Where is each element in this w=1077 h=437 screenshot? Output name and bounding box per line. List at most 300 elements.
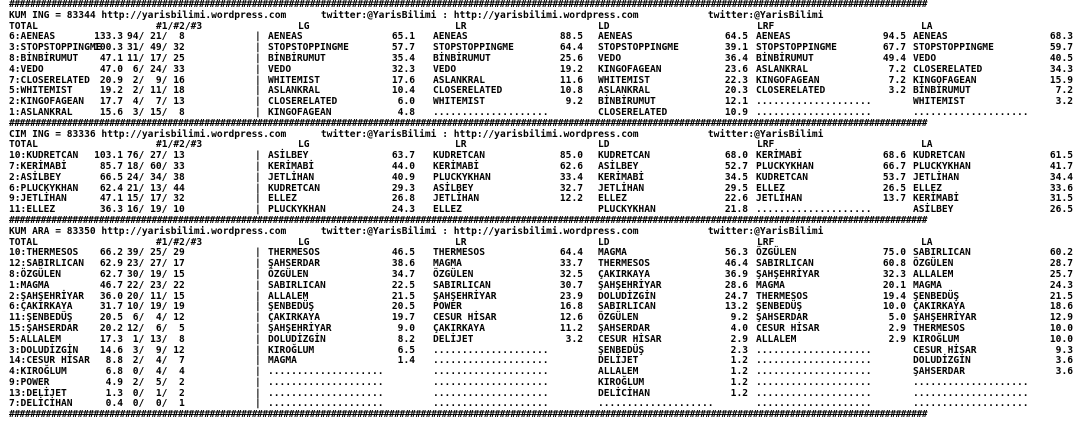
la-score: 33.6 [1049, 182, 1073, 194]
table-row [0, 281, 1077, 292]
ld-horse: ASİLBEY [598, 160, 639, 172]
lrf-score: 53.7 [882, 171, 906, 183]
total-score: 20.9 [99, 74, 123, 86]
column-divider: | [255, 290, 261, 302]
lrf-horse: .................... [756, 204, 872, 216]
lg-horse: CLOSERELATED [268, 96, 338, 108]
ld-score: 56.3 [724, 247, 748, 259]
placement-counts: 16/ 19/ 10 [127, 204, 185, 216]
lg-score: 6.5 [397, 344, 415, 356]
lrf-horse: KERİMABİ [756, 150, 803, 162]
total-score: 36.0 [99, 290, 123, 302]
lg-score: 26.8 [391, 193, 415, 205]
column-divider: | [255, 204, 261, 216]
horse-name: 9:POWER [9, 376, 50, 388]
lr-score: 11.6 [559, 74, 583, 86]
horse-name: 7:CLOSERELATED [9, 74, 90, 86]
lrf-horse: PLUCKYKHAN [756, 160, 814, 172]
lrf-score: 19.4 [882, 290, 906, 302]
table-row [0, 205, 1077, 216]
lr-score: 30.7 [559, 279, 583, 291]
lg-horse: SABIRLICAN [268, 279, 326, 291]
lrf-score: 20.1 [882, 279, 906, 291]
col-header-la: LA [921, 20, 933, 32]
lr-horse: SABIRLICAN [433, 279, 491, 291]
table-row [0, 108, 1077, 119]
total-score: 47.1 [99, 52, 123, 64]
total-score: 8.8 [105, 355, 123, 367]
lrf-score: 13.7 [882, 193, 906, 205]
col-header-nums: #1/#2/#3 [156, 139, 203, 151]
la-horse: .................... [913, 106, 1029, 118]
lg-score: 22.5 [391, 279, 415, 291]
lr-horse: BİNBİRUMUT [433, 52, 491, 64]
column-divider: | [255, 258, 261, 270]
total-score: 62.4 [99, 182, 123, 194]
column-divider: | [255, 85, 261, 97]
lrf-horse: BİNBİRUMUT [756, 52, 814, 64]
la-score: 31.5 [1049, 193, 1073, 205]
table-row [0, 173, 1077, 184]
col-header-ld: LD [598, 139, 610, 151]
column-divider: | [255, 366, 261, 378]
la-horse: KIROĞLUM [913, 333, 960, 345]
lr-horse: .................... [433, 106, 549, 118]
lrf-horse: JETLİHAN [756, 193, 803, 205]
total-score: 133.3 [94, 31, 123, 43]
lg-horse: KINGOFAGEAN [268, 106, 332, 118]
ld-horse: KINGOFAGEAN [598, 63, 662, 75]
total-score: 103.1 [94, 150, 123, 162]
ld-horse: JETLİHAN [598, 182, 645, 194]
separator-line: ############################################################################################################################################################################## [9, 410, 928, 421]
ld-score: 36.9 [724, 268, 748, 280]
total-score: 6.8 [105, 366, 123, 378]
col-header-lr: LR [455, 236, 467, 248]
placement-counts: 15/ 17/ 32 [127, 193, 185, 205]
lr-horse: .................... [433, 355, 549, 367]
horse-name: 3:DOLUDİZGİN [9, 344, 79, 356]
separator-line: ############################################################################################################################################################################## [9, 118, 928, 129]
lrf-score: 60.8 [882, 258, 906, 270]
lr-horse: .................... [433, 344, 549, 356]
placement-counts: 2/ 9/ 16 [127, 74, 185, 86]
column-divider: | [255, 106, 261, 118]
lrf-horse: MAGMA [756, 279, 785, 291]
lr-score: 33.4 [559, 171, 583, 183]
lg-horse: .................... [268, 366, 384, 378]
lr-horse: DELİJET [433, 333, 474, 345]
lr-horse: STOPSTOPPINGME [433, 42, 514, 54]
column-divider: | [255, 52, 261, 64]
total-score: 20.2 [99, 322, 123, 334]
lrf-horse: .................... [756, 366, 872, 378]
placement-counts: 31/ 49/ 32 [127, 42, 185, 54]
table-row [0, 335, 1077, 346]
total-score: 47.1 [99, 193, 123, 205]
lg-score: 44.0 [391, 160, 415, 172]
lrf-horse: ŞAHSERDAR [756, 312, 808, 324]
ld-score: 64.5 [724, 31, 748, 43]
lr-horse: VEDO [433, 63, 457, 75]
horse-name: 6:ÇAKIRKAYA [9, 301, 73, 313]
horse-name: 5:ALLALEM [9, 333, 61, 345]
lr-horse: WHITEMIST [433, 96, 485, 108]
col-header-nums: #1/#2/#3 [156, 20, 203, 32]
ld-score: 1.2 [730, 376, 748, 388]
placement-counts: 22/ 23/ 22 [127, 279, 185, 291]
lg-horse: AENEAS [268, 31, 303, 43]
column-divider: | [255, 355, 261, 367]
la-horse: KUDRETCAN [913, 150, 965, 162]
placement-counts: 21/ 13/ 44 [127, 182, 185, 194]
lr-horse: MAGMA [433, 258, 462, 270]
lr-horse: KERİMABİ [433, 160, 480, 172]
column-divider: | [255, 74, 261, 86]
lg-score: 63.7 [391, 150, 415, 162]
lrf-score: 67.7 [882, 42, 906, 54]
lrf-score: 75.0 [882, 247, 906, 259]
column-divider: | [255, 279, 261, 291]
lg-score: 6.0 [397, 96, 415, 108]
ld-score: 12.1 [724, 96, 748, 108]
placement-counts: 4/ 7/ 13 [127, 96, 185, 108]
lr-horse: CLOSERELATED [433, 85, 503, 97]
ld-score: 34.5 [724, 171, 748, 183]
lg-horse: VEDO [268, 63, 292, 75]
column-divider: | [255, 96, 261, 108]
total-score: 36.3 [99, 204, 123, 216]
total-score: 85.7 [99, 160, 123, 172]
lrf-horse: SABIRLICAN [756, 258, 814, 270]
placement-counts: 2/ 5/ 2 [127, 376, 185, 388]
la-horse: KINGOFAGEAN [913, 74, 977, 86]
lr-horse: AENEAS [433, 31, 468, 43]
lg-score: 19.7 [391, 312, 415, 324]
column-divider: | [255, 42, 261, 54]
la-score: 40.5 [1049, 52, 1073, 64]
la-horse: THERMESOS [913, 322, 965, 334]
total-score: 4.9 [105, 376, 123, 388]
lg-horse: ŞAHSERDAR [268, 258, 320, 270]
lg-horse: ŞENBEDÜŞ [268, 301, 315, 313]
lrf-score: 3.2 [888, 85, 906, 97]
la-score: 24.3 [1049, 279, 1073, 291]
la-score: 12.9 [1049, 312, 1073, 324]
column-divider: | [255, 193, 261, 205]
total-score: 20.5 [99, 312, 123, 324]
lr-score: 88.5 [559, 31, 583, 43]
la-score: 21.5 [1049, 290, 1073, 302]
lr-score: 3.2 [565, 333, 583, 345]
column-divider: | [255, 31, 261, 43]
lr-horse: ELLEZ [433, 204, 462, 216]
lg-score: 38.6 [391, 258, 415, 270]
total-score: 17.7 [99, 96, 123, 108]
lg-horse: STOPSTOPPINGME [268, 42, 349, 54]
la-score: 18.6 [1049, 301, 1073, 313]
horse-name: 4:VEDO [9, 63, 44, 75]
la-score: 34.4 [1049, 171, 1073, 183]
ld-score: 2.9 [730, 333, 748, 345]
lg-horse: ASLANKRAL [268, 85, 320, 97]
lg-score: 17.6 [391, 74, 415, 86]
la-horse: ŞENBEDÜŞ [913, 290, 960, 302]
la-horse: PLUCKYKHAN [913, 160, 971, 172]
lg-horse: THERMESOS [268, 247, 320, 259]
placement-counts: 0/ 1/ 2 [127, 387, 185, 399]
lr-score: 23.9 [559, 290, 583, 302]
lrf-horse: KUDRETCAN [756, 171, 808, 183]
lg-score: 21.5 [391, 290, 415, 302]
ld-score: 13.2 [724, 301, 748, 313]
col-header-la: LA [921, 139, 933, 151]
lr-horse: ŞAHŞEHRİYAR [433, 290, 497, 302]
lg-score: 40.9 [391, 171, 415, 183]
ld-score: 28.6 [724, 279, 748, 291]
col-header-lrf: LRF [757, 139, 775, 151]
block-header [0, 11, 1077, 22]
la-horse: MAGMA [913, 279, 942, 291]
ld-score: 4.0 [730, 322, 748, 334]
ld-score: 24.7 [724, 290, 748, 302]
column-divider: | [255, 301, 261, 313]
lg-score: 9.0 [397, 322, 415, 334]
ld-score: 68.0 [724, 150, 748, 162]
lr-horse: .................... [433, 366, 549, 378]
table-row [0, 65, 1077, 76]
lrf-score: 94.5 [882, 31, 906, 43]
la-score: 10.0 [1049, 322, 1073, 334]
lrf-horse: ŞAHŞEHRİYAR [756, 268, 820, 280]
col-header-la: LA [921, 236, 933, 248]
col-header-ld: LD [598, 20, 610, 32]
column-divider: | [255, 387, 261, 399]
column-divider: | [255, 376, 261, 388]
placement-counts: 3/ 9/ 12 [127, 344, 185, 356]
column-divider: | [255, 182, 261, 194]
ld-horse: ASLANKRAL [598, 85, 650, 97]
ld-horse: ŞENBEDÜŞ [598, 344, 645, 356]
lg-score: 46.5 [391, 247, 415, 259]
lr-score: 16.8 [559, 301, 583, 313]
lrf-score: 66.7 [882, 160, 906, 172]
lr-horse: ÇAKIRKAYA [433, 322, 485, 334]
lrf-horse: CESUR HİSAR [756, 322, 820, 334]
ld-horse: ŞAHŞEHRİYAR [598, 279, 662, 291]
ld-score: 2.3 [730, 344, 748, 356]
lr-horse: CESUR HİSAR [433, 312, 497, 324]
lrf-horse: KINGOFAGEAN [756, 74, 820, 86]
total-score: 31.7 [99, 301, 123, 313]
la-horse: STOPSTOPPINGME [913, 42, 994, 54]
total-score: 62.9 [99, 258, 123, 270]
lr-horse: ÖZGÜLEN [433, 268, 474, 280]
block-header-text: KUM ARA = 83350 http://yarisbilimi.wordpress.com twitter:@YarisBilimi : http://yarisbilimi.wordpress.com twitter:@YarisBilimi [9, 225, 824, 237]
lg-score: 1.4 [397, 355, 415, 367]
column-divider: | [255, 322, 261, 334]
lg-horse: .................... [268, 398, 384, 410]
ld-horse: CLOSERELATED [598, 106, 668, 118]
total-score: 100.3 [94, 42, 123, 54]
la-score: 3.6 [1055, 355, 1073, 367]
la-score: 68.3 [1049, 31, 1073, 43]
placement-counts: 20/ 11/ 15 [127, 290, 185, 302]
lg-horse: JETLİHAN [268, 171, 315, 183]
horse-name: 2:KINGOFAGEAN [9, 96, 85, 108]
placement-counts: 24/ 34/ 38 [127, 171, 185, 183]
horse-name: 7:DELİCİHAN [9, 398, 73, 410]
total-score: 17.3 [99, 333, 123, 345]
lrf-horse: CLOSERELATED [756, 85, 826, 97]
la-horse: VEDO [913, 52, 937, 64]
lg-horse: KERİMABİ [268, 160, 315, 172]
lrf-horse: .................... [756, 96, 872, 108]
la-score: 10.0 [1049, 333, 1073, 345]
lrf-horse: ASLANKRAL [756, 63, 808, 75]
lr-score: 11.2 [559, 322, 583, 334]
lrf-score: 5.0 [888, 312, 906, 324]
lr-horse: POWER [433, 301, 462, 313]
la-horse: WHITEMIST [913, 96, 965, 108]
horse-name: 9:JETLİHAN [9, 193, 67, 205]
la-horse: AENEAS [913, 31, 948, 43]
ld-score: 1.2 [730, 387, 748, 399]
lr-horse: KUDRETCAN [433, 150, 485, 162]
column-divider: | [255, 398, 261, 410]
block-header-text: CIM ING = 83336 http://yarisbilimi.wordpress.com twitter:@YarisBilimi : http://yarisbilimi.wordpress.com twitter:@YarisBilimi [9, 128, 824, 140]
column-divider: | [255, 344, 261, 356]
total-score: 66.2 [99, 247, 123, 259]
horse-name: 3:STOPSTOPPINGME [9, 42, 102, 54]
ld-horse: ŞAHSERDAR [598, 322, 650, 334]
lg-score: 32.3 [391, 63, 415, 75]
ld-horse: KUDRETCAN [598, 150, 650, 162]
lg-horse: DOLUDİZGİN [268, 333, 326, 345]
lr-score: 10.8 [559, 85, 583, 97]
ld-score: 9.2 [730, 312, 748, 324]
lg-score: 35.4 [391, 52, 415, 64]
placement-counts: 2/ 4/ 7 [127, 355, 185, 367]
la-score: 3.6 [1055, 366, 1073, 378]
la-score: 59.7 [1049, 42, 1073, 54]
lrf-score: 26.5 [882, 182, 906, 194]
ld-horse: WHITEMIST [598, 74, 650, 86]
ld-score: 36.4 [724, 52, 748, 64]
lrf-horse: ŞENBEDÜŞ [756, 301, 803, 313]
separator-line: ############################################################################################################################################################################## [9, 0, 928, 10]
total-score: 66.5 [99, 171, 123, 183]
lg-score: 20.5 [391, 301, 415, 313]
ld-horse: ELLEZ [598, 193, 627, 205]
ld-horse: KERİMABİ [598, 171, 645, 183]
lg-score: 34.7 [391, 268, 415, 280]
horse-name: 13:DELİJET [9, 387, 67, 399]
ld-score: 52.7 [724, 160, 748, 172]
ld-horse: DELİCİHAN [598, 387, 650, 399]
horse-name: 5:WHITEMIST [9, 85, 73, 97]
placement-counts: 11/ 17/ 25 [127, 52, 185, 64]
la-horse: JETLİHAN [913, 171, 960, 183]
placement-counts: 6/ 24/ 33 [127, 63, 185, 75]
horse-name: 10:KUDRETCAN [9, 150, 79, 162]
lrf-horse: ÖZGÜLEN [756, 247, 797, 259]
lg-horse: MAGMA [268, 355, 297, 367]
lr-score: 25.6 [559, 52, 583, 64]
ld-horse: SABIRLICAN [598, 301, 656, 313]
lg-horse: ÇAKIRKAYA [268, 312, 320, 324]
lr-score: 85.0 [559, 150, 583, 162]
ld-score: 20.3 [724, 85, 748, 97]
ld-score: 29.5 [724, 182, 748, 194]
ld-score: 22.3 [724, 74, 748, 86]
block-header-text: KUM ING = 83344 http://yarisbilimi.wordpress.com twitter:@YarisBilimi : http://yarisbilimi.wordpress.com twitter:@YarisBilimi [9, 9, 824, 21]
lr-horse: ASİLBEY [433, 182, 474, 194]
la-horse: CESUR HİSAR [913, 344, 977, 356]
la-horse: SABIRLICAN [913, 247, 971, 259]
lrf-horse: THERMESOS [756, 290, 808, 302]
horse-name: 12:SABIRLICAN [9, 258, 85, 270]
lg-horse: ASİLBEY [268, 150, 309, 162]
lg-score: 8.2 [397, 333, 415, 345]
lg-horse: ÖZGÜLEN [268, 268, 309, 280]
ld-score: 21.8 [724, 204, 748, 216]
column-divider: | [255, 312, 261, 324]
lr-horse: JETLİHAN [433, 193, 480, 205]
la-horse: .................... [913, 387, 1029, 399]
lg-horse: KIROĞLUM [268, 344, 315, 356]
column-divider: | [255, 171, 261, 183]
lg-score: 10.4 [391, 85, 415, 97]
ld-horse: ÖZGÜLEN [598, 312, 639, 324]
la-horse: CLOSERELATED [913, 63, 983, 75]
column-divider: | [255, 160, 261, 172]
table-row [0, 399, 1077, 410]
la-horse: ASİLBEY [913, 204, 954, 216]
placement-counts: 30/ 19/ 15 [127, 268, 185, 280]
lrf-score: 7.2 [888, 63, 906, 75]
ld-horse: THERMESOS [598, 258, 650, 270]
lr-horse: ASLANKRAL [433, 74, 485, 86]
lg-horse: WHITEMIST [268, 74, 320, 86]
lg-horse: BİNBİRUMUT [268, 52, 326, 64]
ld-horse: VEDO [598, 52, 622, 64]
lg-horse: PLUCKYKHAN [268, 204, 326, 216]
la-horse: .................... [913, 376, 1029, 388]
lg-score: 29.3 [391, 182, 415, 194]
col-header-lrf: LRF [757, 20, 775, 32]
placement-counts: 12/ 6/ 5 [127, 322, 185, 334]
lr-score: 12.6 [559, 312, 583, 324]
la-horse: KERİMABİ [913, 193, 960, 205]
placement-counts: 76/ 27/ 13 [127, 150, 185, 162]
placement-counts: 39/ 25/ 29 [127, 247, 185, 259]
col-header-ld: LD [598, 236, 610, 248]
col-header-nums: #1/#2/#3 [156, 236, 203, 248]
col-header-lr: LR [455, 20, 467, 32]
lr-horse: .................... [433, 398, 549, 410]
lr-score: 64.4 [559, 247, 583, 259]
lr-horse: THERMESOS [433, 247, 485, 259]
total-score: 46.7 [99, 279, 123, 291]
lr-horse: .................... [433, 387, 549, 399]
horse-name: 1:ASLANKRAL [9, 106, 73, 118]
column-divider: | [255, 150, 261, 162]
total-score: 14.6 [99, 344, 123, 356]
col-header-total: TOTAL [9, 236, 38, 248]
col-header-lg: LG [298, 139, 310, 151]
ld-horse: ALLALEM [598, 366, 639, 378]
